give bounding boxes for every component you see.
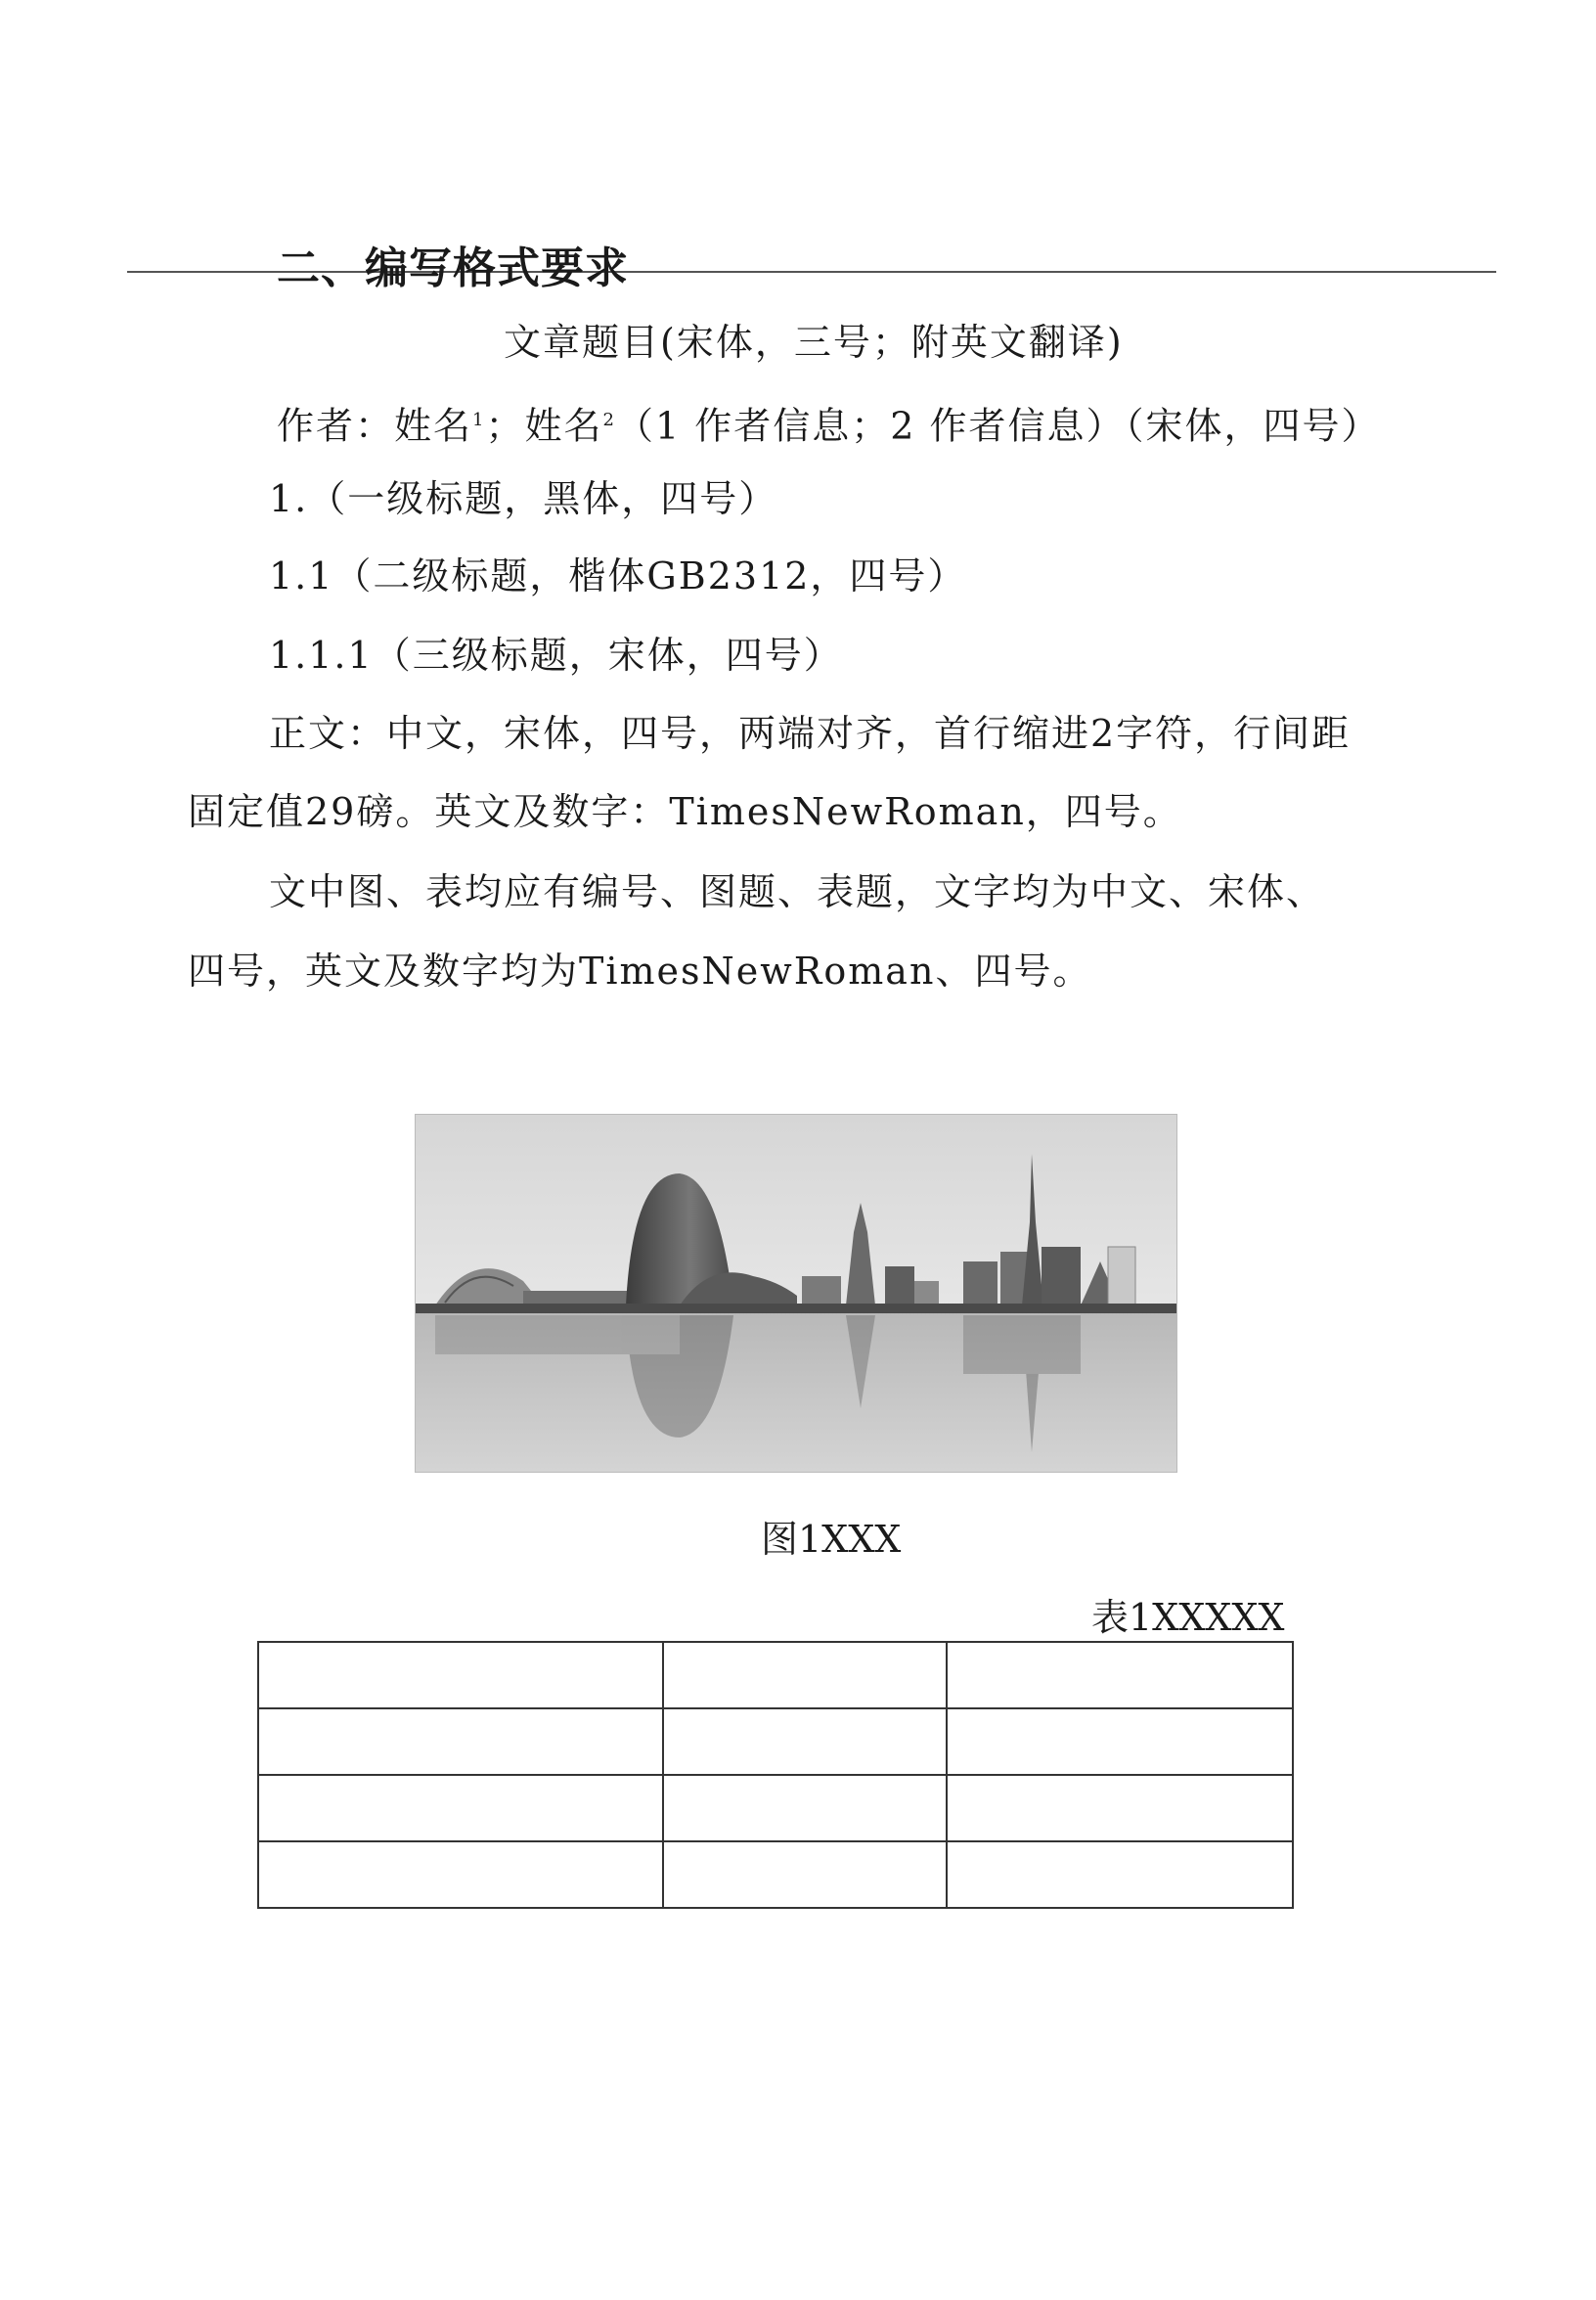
table-cell <box>258 1708 663 1775</box>
figure-caption: 图1XXX <box>761 1518 902 1561</box>
author-sup-1: 1 <box>472 410 486 430</box>
table-row <box>258 1775 1293 1841</box>
table-row <box>258 1708 1293 1775</box>
heading-level-1: 1.（一级标题，黑体，四号） <box>269 477 778 520</box>
skyline-figure <box>415 1114 1177 1473</box>
skyline-image <box>416 1115 1176 1472</box>
table-cell <box>258 1642 663 1708</box>
table-cell <box>663 1775 947 1841</box>
author-middle: ；姓名 <box>485 404 603 448</box>
author-suffix: （1 作者信息；2 作者信息）（宋体，四号） <box>615 404 1381 448</box>
section-heading: 二、编写格式要求 <box>277 243 629 293</box>
body-paragraph-1-line-2: 固定值29磅。英文及数字：TimesNewRoman，四号。 <box>188 790 1182 833</box>
body-paragraph-1-line-1: 正文：中文，宋体，四号，两端对齐，首行缩进2字符，行间距 <box>269 712 1352 755</box>
body-paragraph-2-line-2: 四号，英文及数字均为TimesNewRoman、四号。 <box>188 950 1092 993</box>
table-row <box>258 1841 1293 1908</box>
table-cell <box>663 1642 947 1708</box>
body-paragraph-2-line-1: 文中图、表均应有编号、图题、表题，文字均为中文、宋体、 <box>269 870 1326 913</box>
author-sup-2: 2 <box>602 410 616 430</box>
empty-table <box>257 1641 1294 1909</box>
table-cell <box>947 1708 1293 1775</box>
author-line <box>277 397 1380 450</box>
table-cell <box>947 1775 1293 1841</box>
table-cell <box>947 1642 1293 1708</box>
heading-level-3: 1.1.1（三级标题，宋体，四号） <box>269 634 843 677</box>
table-cell <box>663 1708 947 1775</box>
table-caption: 表1XXXXX <box>1091 1596 1285 1639</box>
table-cell <box>947 1841 1293 1908</box>
heading-level-2: 1.1（二级标题，楷体GB2312，四号） <box>269 554 967 597</box>
article-title-line: 文章题目(宋体，三号；附英文翻译) <box>504 321 1124 364</box>
table-cell <box>258 1841 663 1908</box>
table-cell <box>258 1775 663 1841</box>
table-cell <box>663 1841 947 1908</box>
table-row <box>258 1642 1293 1708</box>
author-prefix: 作者：姓名 <box>277 404 473 448</box>
